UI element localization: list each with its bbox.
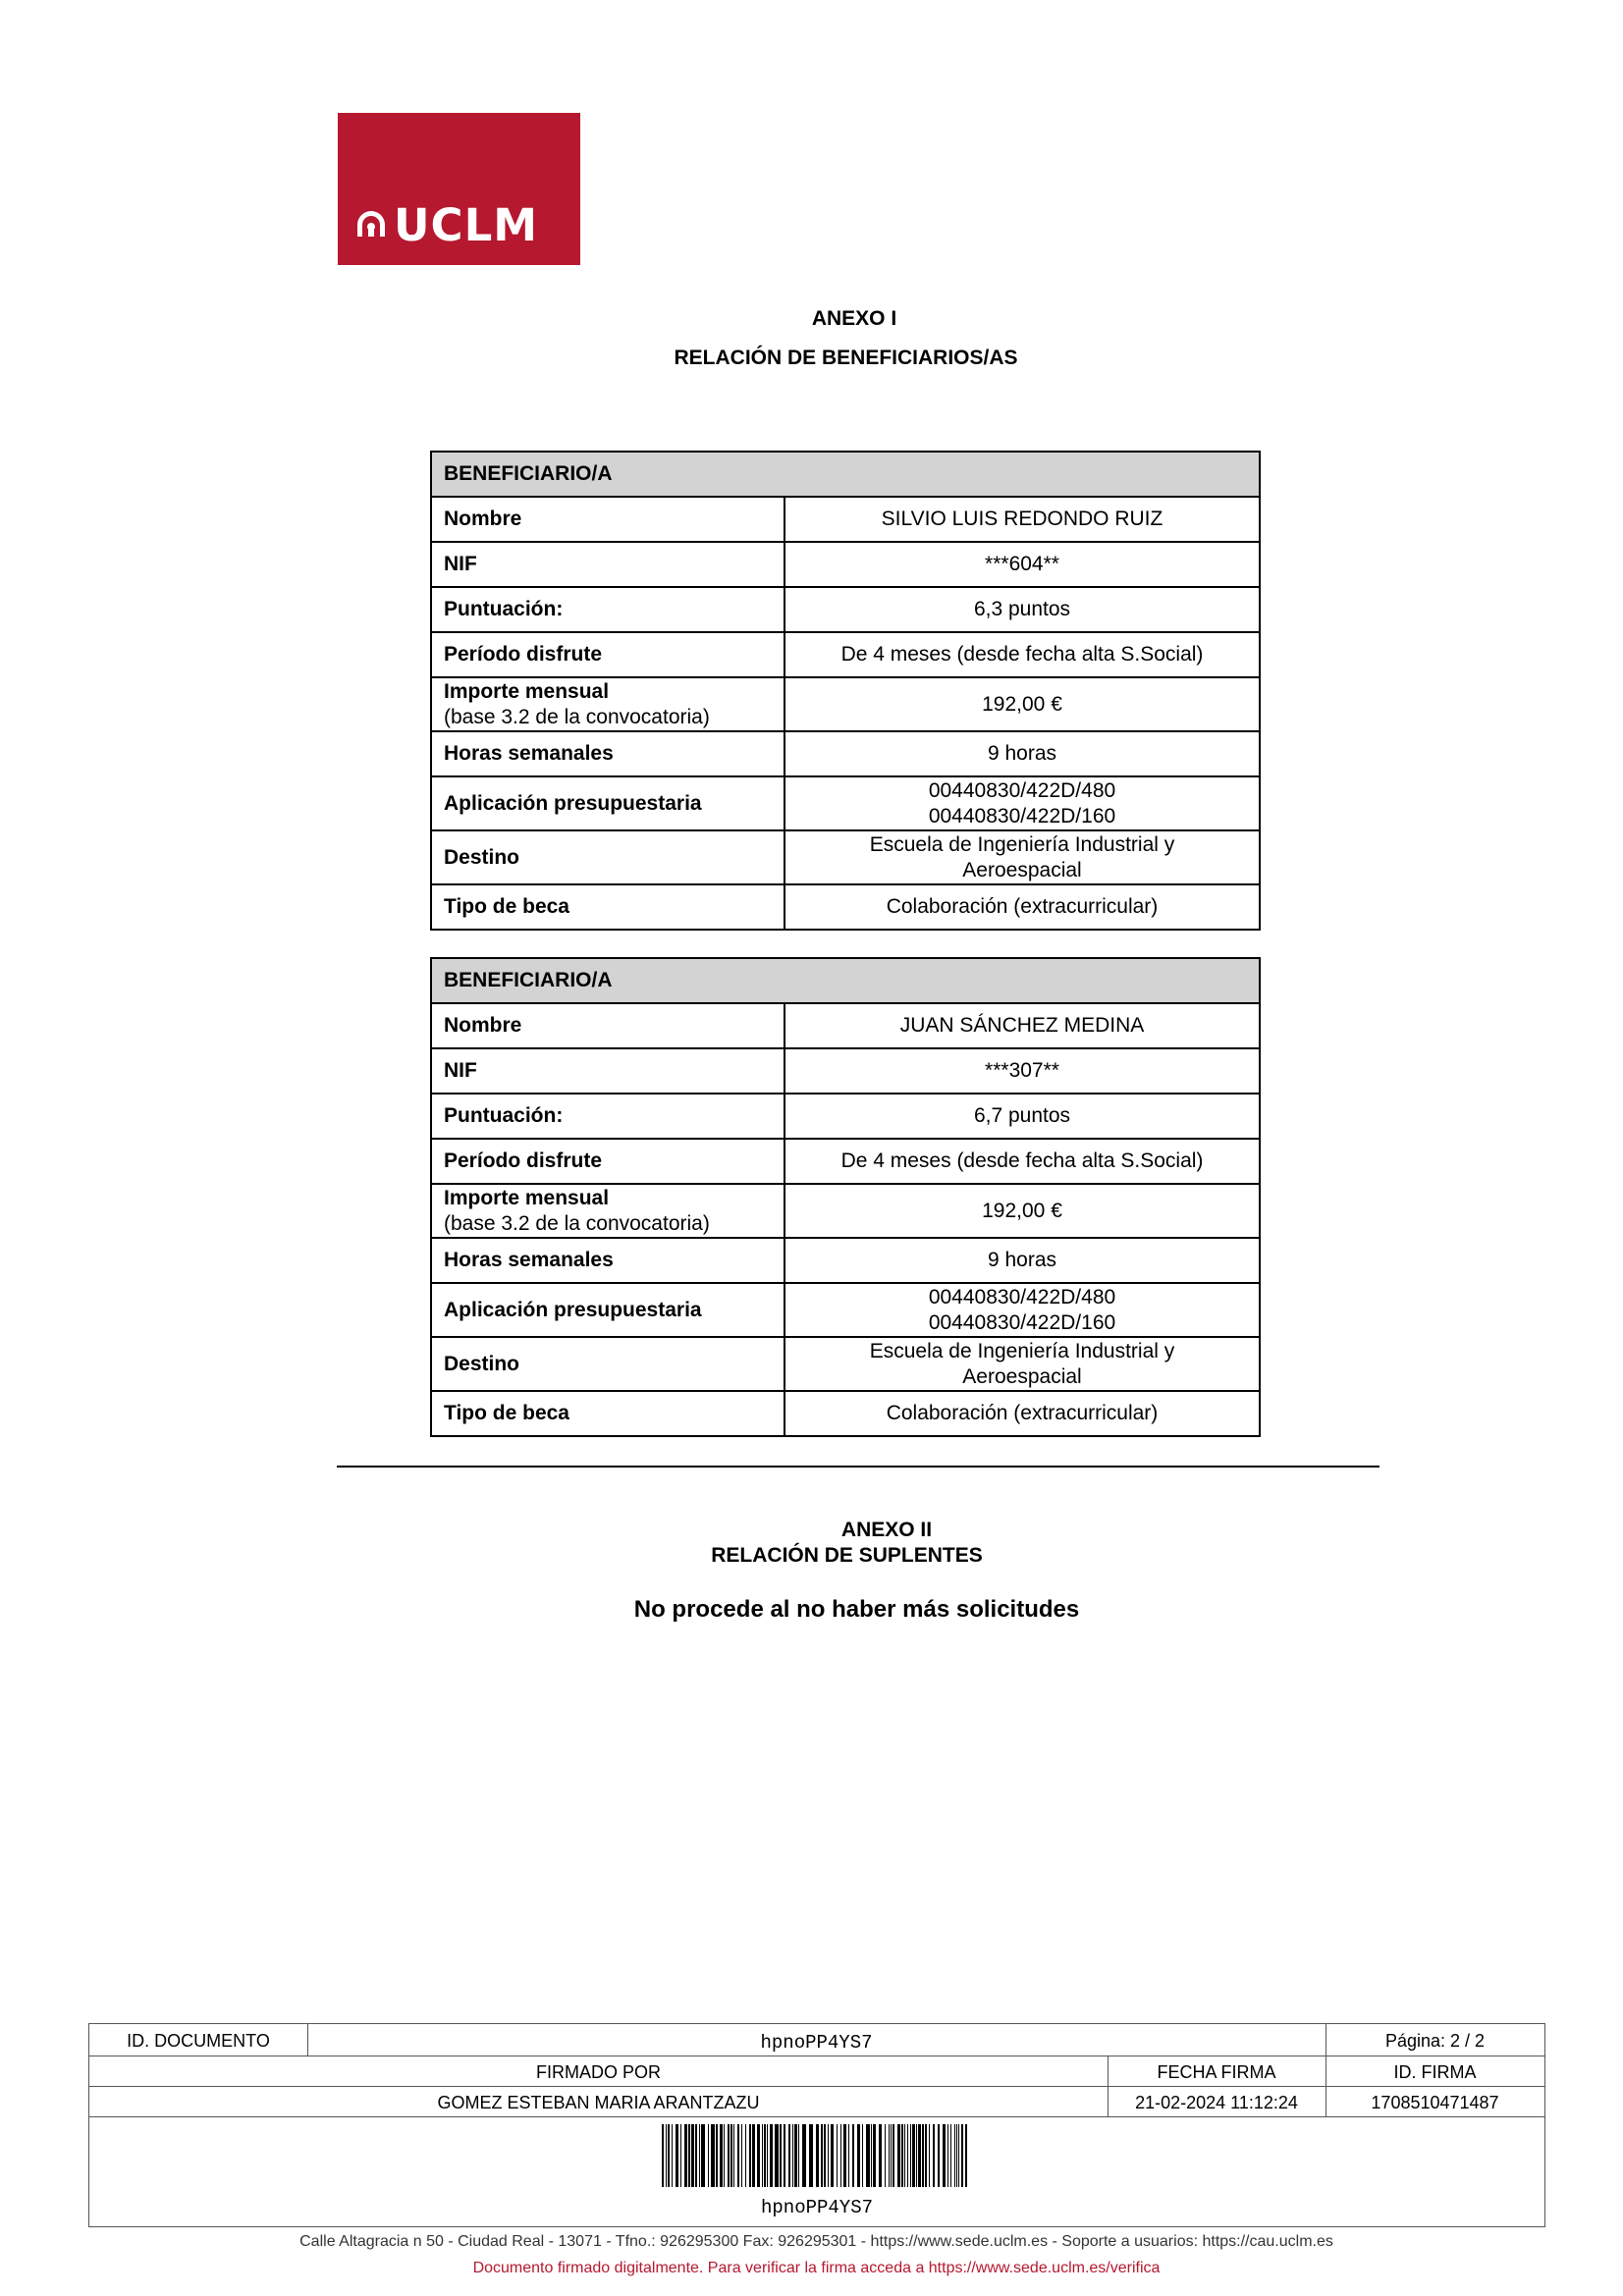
barcode-bar	[762, 2124, 763, 2187]
barcode-bar	[733, 2124, 734, 2187]
barcode-bar	[701, 2124, 705, 2187]
barcode-bar	[873, 2124, 876, 2187]
barcode-bar	[848, 2124, 849, 2187]
aplicacion-line-1: 00440830/422D/480	[928, 778, 1116, 802]
barcode-bar	[901, 2124, 903, 2187]
logo-text: UCLM	[394, 199, 539, 251]
barcode-bar	[676, 2124, 678, 2187]
row-label-importe	[431, 1184, 784, 1238]
importe-label: Importe mensual	[444, 679, 610, 703]
barcode-bar	[792, 2124, 793, 2187]
uclm-emblem-icon	[353, 207, 389, 242]
table-row	[431, 731, 1260, 776]
row-value-nombre: JUAN SÁNCHEZ MEDINA	[784, 1003, 1260, 1048]
row-value-periodo: De 4 meses (desde fecha alta S.Social)	[784, 1139, 1260, 1184]
barcode-bar	[816, 2124, 819, 2187]
section-divider	[337, 1466, 1380, 1468]
destino-line-1: Escuela de Ingeniería Industrial y	[869, 832, 1175, 856]
table-row	[431, 1283, 1260, 1337]
barcode-bar	[780, 2124, 782, 2187]
row-value-horas: 9 horas	[784, 731, 1260, 776]
destino-line-2: Aeroespacial	[962, 1364, 1082, 1388]
barcode-bar	[662, 2124, 664, 2187]
barcode-image	[662, 2124, 970, 2187]
footer-address: Calle Altagracia n 50 - Ciudad Real - 13071 - Tfno.: 926295300 Fax: 926295301 - https://www.sede.uclm.es - Soporte a usuarios: https://cau.uclm.es	[299, 2233, 1333, 2250]
barcode-bar	[871, 2124, 872, 2187]
barcode-bar	[958, 2124, 959, 2187]
barcode-bar	[965, 2124, 967, 2187]
barcode-bar	[728, 2124, 730, 2187]
barcode-bar	[954, 2124, 955, 2187]
aplicacion-line-1: 00440830/422D/480	[928, 1285, 1116, 1308]
row-label-horas: Horas semanales	[431, 1238, 784, 1283]
row-label-tipo: Tipo de beca	[431, 1391, 784, 1436]
barcode-bar	[749, 2124, 751, 2187]
id-documento-label: ID. DOCUMENTO	[127, 2031, 270, 2051]
barcode-bar	[752, 2124, 755, 2187]
barcode-bar	[938, 2124, 940, 2187]
barcode-bar	[866, 2124, 870, 2187]
barcode-bar	[840, 2124, 841, 2187]
destino-line-1: Escuela de Ingeniería Industrial y	[869, 1339, 1175, 1362]
anexo1-title: ANEXO I	[811, 307, 897, 330]
barcode-bar	[775, 2124, 779, 2187]
barcode-bar	[891, 2124, 892, 2187]
barcode-bar	[737, 2124, 739, 2187]
row-value-puntuacion: 6,3 puntos	[784, 587, 1260, 632]
barcode-bar	[852, 2124, 854, 2187]
row-value-nif: ***604**	[784, 542, 1260, 587]
row-value-nombre: SILVIO LUIS REDONDO RUIZ	[784, 497, 1260, 542]
table-row	[431, 1139, 1260, 1184]
barcode-bar	[904, 2124, 905, 2187]
table-header: BENEFICIARIO/A	[431, 452, 1260, 497]
barcode-bar	[916, 2124, 917, 2187]
anexo2-subtitle: RELACIÓN DE SUPLENTES	[711, 1544, 983, 1567]
table-row	[431, 1238, 1260, 1283]
barcode-bar	[943, 2124, 946, 2187]
barcode-bar	[708, 2124, 709, 2187]
row-label-periodo: Período disfrute	[431, 1139, 784, 1184]
table-row	[431, 1048, 1260, 1094]
row-label-periodo: Período disfrute	[431, 632, 784, 677]
row-label-puntuacion: Puntuación:	[431, 1094, 784, 1139]
row-value-horas: 9 horas	[784, 1238, 1260, 1283]
importe-label-sub: (base 3.2 de la convocatoria)	[444, 705, 710, 728]
barcode-bar	[691, 2124, 694, 2187]
beneficiary-table-2	[430, 957, 1261, 1437]
barcode-bar	[770, 2124, 773, 2187]
importe-label-sub: (base 3.2 de la convocatoria)	[444, 1211, 710, 1235]
table-row	[431, 776, 1260, 830]
aplicacion-line-2: 00440830/422D/160	[928, 804, 1116, 828]
firmado-por-label: FIRMADO POR	[535, 2062, 661, 2082]
barcode-text: hpnoPP4YS7	[760, 2197, 874, 2218]
barcode-bar	[684, 2124, 687, 2187]
barcode-bar	[907, 2124, 908, 2187]
barcode-bar	[695, 2124, 697, 2187]
barcode-bar	[950, 2124, 951, 2187]
barcode-bar	[831, 2124, 834, 2187]
row-value-importe: 192,00 €	[784, 677, 1260, 731]
row-label-tipo: Tipo de beca	[431, 884, 784, 930]
row-value-puntuacion: 6,7 puntos	[784, 1094, 1260, 1139]
barcode-bar	[724, 2124, 725, 2187]
id-firma-value: 1708510471487	[1371, 2093, 1499, 2112]
aplicacion-line-2: 00440830/422D/160	[928, 1310, 1116, 1334]
barcode-bar	[802, 2124, 806, 2187]
barcode-bar	[925, 2124, 927, 2187]
barcode-bar	[961, 2124, 963, 2187]
beneficiary-table-1	[430, 451, 1261, 931]
id-documento-value: hpnoPP4YS7	[760, 2032, 873, 2054]
row-label-horas: Horas semanales	[431, 731, 784, 776]
id-firma-label: ID. FIRMA	[1393, 2062, 1477, 2082]
row-label-destino: Destino	[431, 1337, 784, 1391]
barcode-bar	[741, 2124, 742, 2187]
table-row	[431, 1003, 1260, 1048]
barcode-bar	[672, 2124, 673, 2187]
row-label-importe	[431, 677, 784, 731]
row-label-destino: Destino	[431, 830, 784, 884]
firmante-name: GOMEZ ESTEBAN MARIA ARANTZAZU	[437, 2093, 760, 2112]
table-row	[431, 1094, 1260, 1139]
barcode-bar	[798, 2124, 799, 2187]
table-header: BENEFICIARIO/A	[431, 958, 1260, 1003]
row-label-nif: NIF	[431, 542, 784, 587]
row-value-tipo: Colaboración (extracurricular)	[784, 884, 1260, 930]
table-row	[431, 830, 1260, 884]
barcode-bar	[933, 2124, 935, 2187]
row-value-importe: 192,00 €	[784, 1184, 1260, 1238]
barcode-bar	[912, 2124, 915, 2187]
barcode-bar	[897, 2124, 900, 2187]
barcode-bar	[668, 2124, 670, 2187]
barcode-bar	[757, 2124, 760, 2187]
barcode-bar	[784, 2124, 785, 2187]
barcode-bar	[788, 2124, 790, 2187]
row-value-nif: ***307**	[784, 1048, 1260, 1094]
table-row	[431, 542, 1260, 587]
barcode-bar	[922, 2124, 924, 2187]
uclm-logo	[338, 113, 580, 265]
table-row	[431, 497, 1260, 542]
barcode-bar	[879, 2124, 882, 2187]
table-row	[431, 632, 1260, 677]
row-label-nif: NIF	[431, 1048, 784, 1094]
barcode-bar	[720, 2124, 723, 2187]
barcode-bar	[862, 2124, 863, 2187]
barcode-bar	[794, 2124, 797, 2187]
anexo2-note: No procede al no haber más solicitudes	[633, 1596, 1080, 1623]
barcode-bar	[764, 2124, 766, 2187]
table-row	[431, 1337, 1260, 1391]
table-row	[431, 1184, 1260, 1238]
barcode-bar	[821, 2124, 823, 2187]
barcode-bar	[910, 2124, 911, 2187]
barcode-bar	[745, 2124, 746, 2187]
page-number: Página: 2 / 2	[1384, 2031, 1486, 2051]
barcode-bar	[767, 2124, 768, 2187]
barcode-bar	[716, 2124, 718, 2187]
row-value-tipo: Colaboración (extracurricular)	[784, 1391, 1260, 1436]
fecha-firma-label: FECHA FIRMA	[1157, 2062, 1276, 2082]
row-value-periodo: De 4 meses (desde fecha alta S.Social)	[784, 632, 1260, 677]
barcode-bar	[929, 2124, 930, 2187]
barcode-bar	[730, 2124, 732, 2187]
row-value-destino	[784, 830, 1260, 884]
row-value-aplicacion	[784, 1283, 1260, 1337]
table-row	[431, 884, 1260, 930]
row-label-aplicacion: Aplicación presupuestaria	[431, 1283, 784, 1337]
importe-label: Importe mensual	[444, 1186, 610, 1209]
barcode-bar	[666, 2124, 667, 2187]
fecha-firma-value: 21-02-2024 11:12:24	[1135, 2093, 1298, 2112]
row-label-nombre: Nombre	[431, 497, 784, 542]
row-label-aplicacion: Aplicación presupuestaria	[431, 776, 784, 830]
barcode-bar	[711, 2124, 715, 2187]
barcode-bar	[699, 2124, 700, 2187]
footer-verify-link[interactable]: Documento firmado digitalmente. Para verificar la firma acceda a https://www.sede.uclm.es/verifica	[472, 2260, 1161, 2276]
barcode-bar	[843, 2124, 846, 2187]
signature-box	[88, 2023, 1545, 2227]
row-value-aplicacion	[784, 776, 1260, 830]
barcode-bar	[947, 2124, 948, 2187]
anexo2-title: ANEXO II	[840, 1519, 933, 1541]
barcode-bar	[889, 2124, 890, 2187]
destino-line-2: Aeroespacial	[962, 858, 1082, 881]
anexo1-subtitle: RELACIÓN DE BENEFICIARIOS/AS	[674, 347, 1018, 369]
row-value-destino	[784, 1337, 1260, 1391]
barcode-bar	[885, 2124, 886, 2187]
table-row	[431, 1391, 1260, 1436]
table-row	[431, 587, 1260, 632]
table-row	[431, 677, 1260, 731]
barcode-bar	[956, 2124, 957, 2187]
row-label-puntuacion: Puntuación:	[431, 587, 784, 632]
barcode-bar	[824, 2124, 826, 2187]
row-label-nombre: Nombre	[431, 1003, 784, 1048]
barcode-bar	[893, 2124, 894, 2187]
barcode-bar	[688, 2124, 690, 2187]
barcode-bar	[680, 2124, 681, 2187]
barcode-bar	[857, 2124, 860, 2187]
barcode-bar	[918, 2124, 921, 2187]
barcode-bar	[828, 2124, 829, 2187]
barcode-bar	[809, 2124, 813, 2187]
barcode-bar	[837, 2124, 838, 2187]
